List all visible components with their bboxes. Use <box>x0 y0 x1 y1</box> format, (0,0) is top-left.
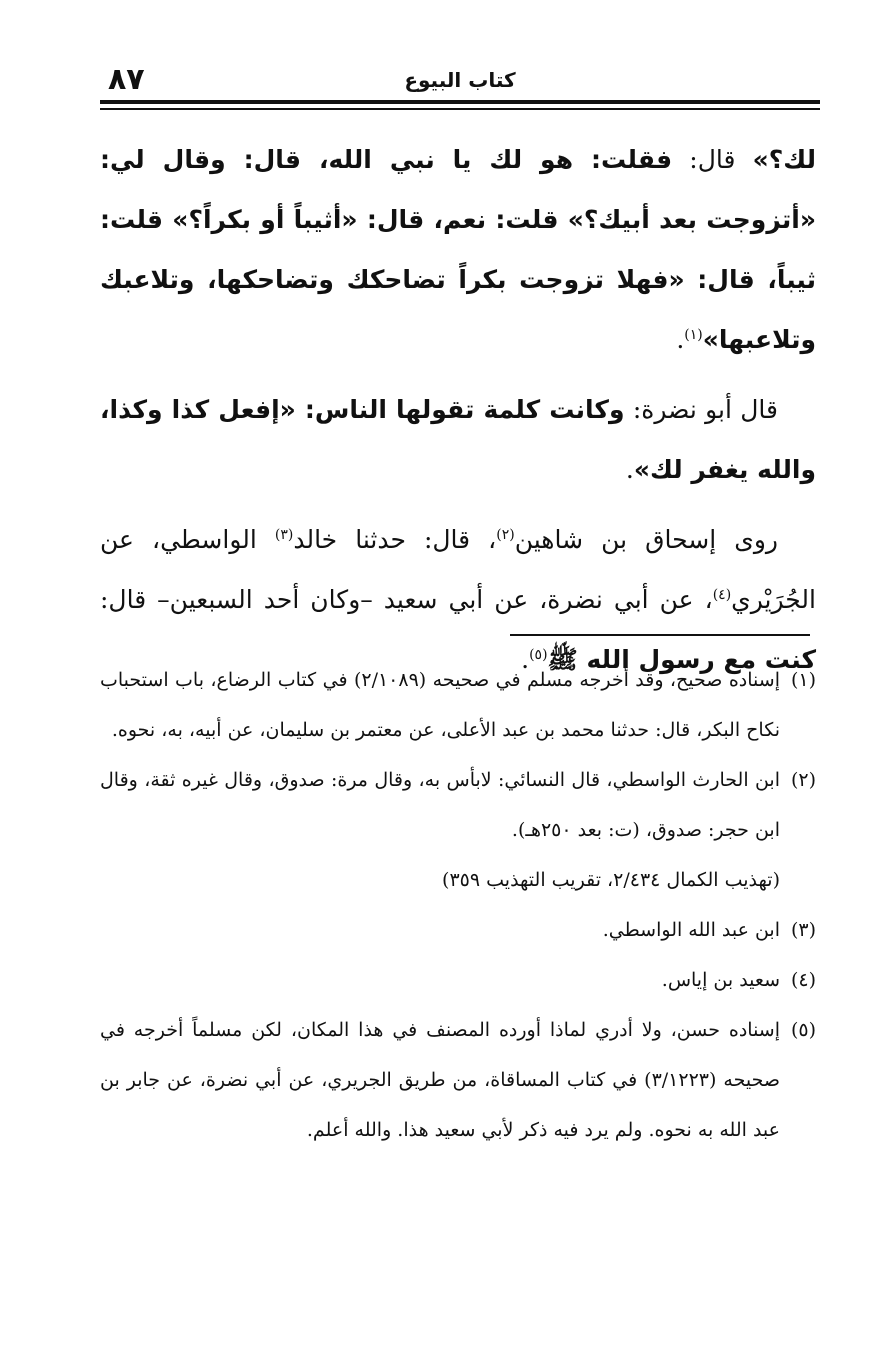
running-title: كتاب البيوع <box>404 68 516 92</box>
text-run: قال: <box>672 145 753 174</box>
bold-run: كنت مع رسول الله ﷺ <box>547 645 816 674</box>
footnote-ref-2: (٢) <box>496 527 515 543</box>
footnote-3 <box>100 905 816 955</box>
text-run: روى إسحاق بن شاهين <box>514 525 778 554</box>
text-run: . <box>521 645 530 674</box>
footnote-text: ابن عبد الله الواسطي. <box>602 919 780 941</box>
footnote-number: (١) <box>790 669 816 691</box>
footnote-2 <box>100 755 816 905</box>
header-rule-thick <box>100 100 820 104</box>
footnote-separator <box>510 634 810 636</box>
footnote-reference-line: (تهذيب الكمال ٢/٤٣٤، تقريب التهذيب ٣٥٩) <box>442 869 780 891</box>
footnote-5 <box>100 1005 816 1155</box>
paragraph-2 <box>100 380 816 500</box>
paragraph-1 <box>100 130 816 370</box>
footnote-number: (٣) <box>790 919 816 941</box>
text-run: قال أبو نضرة: <box>624 395 778 424</box>
page-number: ٨٧ <box>108 62 145 97</box>
text-run: ، قال: حدثنا خالد <box>293 525 497 554</box>
main-text <box>100 130 816 700</box>
page-header <box>100 62 820 102</box>
footnote-ref-5: (٥) <box>529 647 548 663</box>
footnote-ref-1: (١) <box>684 327 703 343</box>
footnote-1 <box>100 655 816 755</box>
header-rule-thin <box>100 108 820 110</box>
footnote-text: ابن الحارث الواسطي، قال النسائي: لابأس به، وقال مرة: صدوق، وقال غيره ثقة، وقال ابن حجر: صدوق، (ت: بعد ٢٥٠هـ). <box>100 769 780 841</box>
bold-run: لك؟» <box>752 145 816 174</box>
footnote-4 <box>100 955 816 1005</box>
footnote-text: إسناده حسن، ولا أدري لماذا أورده المصنف في هذا المكان، لكن مسلماً أخرجه في صحيحه (٣/١٢٢٣) في كتاب المساقاة، من طريق الجريري، عن أبي نضرة، عن جابر بن عبد الله به نحوه. ولم يرد فيه ذكر لأبي سعيد هذا. والله أعلم. <box>100 1019 780 1141</box>
bold-run: فقلت: هو لك يا نبي الله، قال: وقال لي: «أتزوجت بعد أبيك؟» قلت: نعم، قال: «أثيباً أو بكراً؟» قلت: ثيباً، قال: «فهلا تزوجت بكراً تضاحكك وتضاحكها، وتلاعبك وتلاعبها» <box>100 145 816 354</box>
footnotes <box>100 655 816 1155</box>
footnote-number: (٥) <box>790 1019 816 1041</box>
text-run: الواسطي، عن الجُرَيْري <box>100 525 816 614</box>
footnote-text: سعيد بن إياس. <box>661 969 780 991</box>
footnote-text: إسناده صحيح، وقد أخرجه مسلم في صحيحه (٢/١٠٨٩) في كتاب الرضاع، باب استحباب نكاح البكر، قال: حدثنا محمد بن عبد الأعلى، عن معتمر بن سليمان، عن أبيه، به، نحوه. <box>100 669 780 741</box>
text-run: . <box>676 325 685 354</box>
footnote-ref-4: (٤) <box>712 587 732 603</box>
footnote-number: (٢) <box>790 769 816 791</box>
text-run: . <box>625 455 634 484</box>
footnote-ref-3: (٣) <box>274 527 294 543</box>
footnote-number: (٤) <box>790 969 816 991</box>
text-run: ، عن أبي نضرة، عن أبي سعيد –وكان أحد السبعين– قال: <box>100 585 713 614</box>
bold-run: وكانت كلمة تقولها الناس: «إفعل كذا وكذا، والله يغفر لك» <box>100 395 816 484</box>
